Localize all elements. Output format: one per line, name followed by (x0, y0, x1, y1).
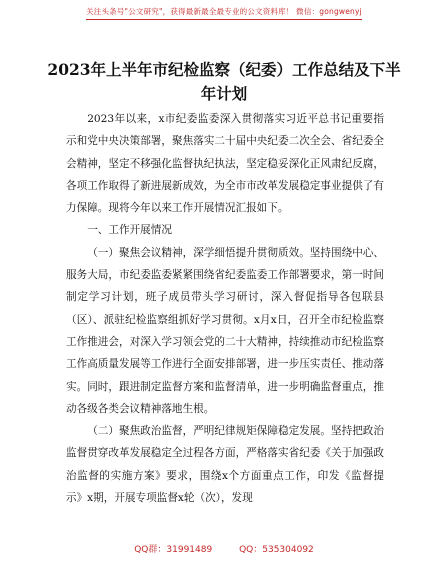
footer-qq-group: QQ群：31991489 (134, 545, 213, 555)
body-paragraph: （一）聚焦会议精神，深学细悟提升贯彻质效。坚持围绕中心、服务大局，市纪委监委紧紧围绕省纪委监委工作部署要求，第一时间制定学习计划，班子成员带头学习研讨，深入督促指导各包联县（区）、派驻纪检监察组抓好学习贯彻。x月x日，召开全市纪检监察工作推进会，对深入学习领会党的二十大精神，持续推动市纪检监察工作高质量发展等工作进行全面安排部署，进一步压实责任、推动落实。同时，跟进制定监督方案和监督清单，进一步明确监督重点，推动各级各类会议精神落地生根。 (66, 246, 384, 415)
section-heading: 一、工作开展情况 (87, 224, 172, 237)
intro-paragraph: 2023年以来，x市纪委监委深入贯彻落实习近平总书记重要指示和党中央决策部署，聚焦落实二十届中央纪委二次全会、省纪委全会精神，坚定不移强化监督执纪执法，坚定稳妥深化正风肃纪反腐，各项工作取得了新进展新成效，为全市市改革发展稳定事业提供了有力保障。现将今年以来工作开展情况汇报如下。 (66, 113, 384, 215)
document-title: 2023年上半年市纪检监察（纪委）工作总结及下半年计划 (47, 60, 401, 103)
document-body (66, 108, 384, 509)
footer-qq: QQ：535304092 (239, 545, 314, 555)
footer-contact (0, 542, 448, 555)
banner-text: 关注头条号"公文研究"，获得最新最全最专业的公文资料库！ 微信：gongwenyj (86, 6, 362, 20)
header-banner (0, 6, 448, 20)
body-paragraph: （二）聚焦政治监督，严明纪律规矩保障稳定发展。坚持把政治监督贯穿改革发展稳定全过程各方面，严格落实省纪委《关于加强政治监督的实施方案》要求，围绕x个方面重点工作，印发《监督提示》x期，开展专项监督x轮（次），发现 (66, 425, 384, 505)
